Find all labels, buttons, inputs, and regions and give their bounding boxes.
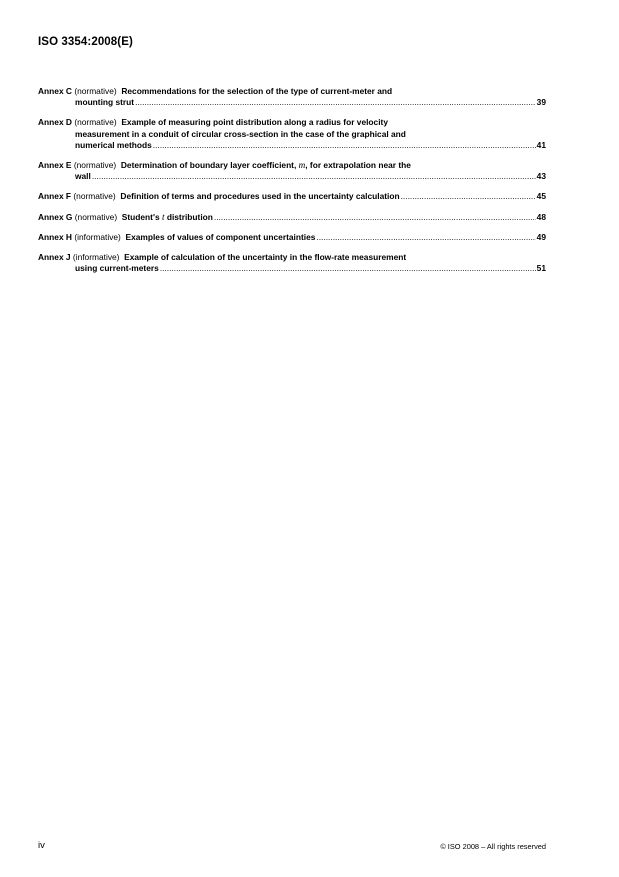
annex-title: Example of measuring point distribution along a radius for velocity bbox=[121, 117, 388, 128]
math-symbol-t: t bbox=[161, 211, 165, 222]
dot-leader bbox=[316, 232, 535, 243]
math-symbol-m: m bbox=[298, 160, 306, 171]
annex-title-cont: using current-meters bbox=[75, 263, 159, 274]
annex-type: (normative) bbox=[73, 191, 116, 202]
page-number: 49 bbox=[536, 231, 546, 242]
toc-entry-annex-h[interactable] bbox=[38, 232, 546, 243]
annex-type: (informative) bbox=[72, 252, 120, 263]
annex-title-cont: numerical methods bbox=[75, 139, 152, 150]
toc-entry-annex-c[interactable] bbox=[38, 86, 546, 108]
dot-leader bbox=[160, 263, 536, 274]
footer-copyright: © ISO 2008 – All rights reserved bbox=[440, 842, 546, 851]
toc-entry-annex-f[interactable] bbox=[38, 191, 546, 202]
toc-entry-annex-e[interactable] bbox=[38, 160, 546, 182]
annex-title: Definition of terms and procedures used in the uncertainty calculation bbox=[120, 191, 400, 202]
page-number: 39 bbox=[536, 97, 546, 108]
annex-title-cont: measurement in a conduit of circular cross-section in the case of the graphical and bbox=[75, 128, 406, 139]
annex-type: (normative) bbox=[74, 86, 117, 96]
dot-leader bbox=[135, 97, 536, 108]
page-number: 43 bbox=[536, 171, 546, 182]
annex-label: Annex F bbox=[38, 191, 72, 202]
page-number: 45 bbox=[536, 191, 546, 202]
annex-label: Annex H bbox=[38, 231, 72, 242]
dot-leader bbox=[401, 191, 536, 202]
annex-label: Annex C bbox=[38, 86, 72, 96]
annex-title: distribution bbox=[166, 211, 213, 222]
annex-title: Recommendations for the selection of the type of current-meter and bbox=[121, 86, 393, 96]
footer-page-number: iv bbox=[38, 840, 45, 851]
annex-type: (normative) bbox=[73, 160, 117, 171]
toc-entry-annex-j[interactable] bbox=[38, 252, 546, 274]
toc-entry-annex-d[interactable] bbox=[38, 117, 546, 151]
page-number: 48 bbox=[536, 211, 546, 222]
annex-label: Annex E bbox=[38, 160, 72, 171]
annex-title-cont: wall bbox=[75, 171, 91, 182]
annex-title: Determination of boundary layer coefficient, bbox=[120, 160, 297, 171]
toc-entry-annex-g[interactable] bbox=[38, 212, 546, 223]
annex-label: Annex G bbox=[38, 211, 73, 222]
page-number: 41 bbox=[536, 139, 546, 150]
annex-title-cont: mounting strut bbox=[75, 97, 135, 108]
annex-title: , for extrapolation near the bbox=[305, 160, 411, 171]
dot-leader bbox=[92, 171, 536, 182]
dot-leader bbox=[153, 140, 536, 151]
page-number: 51 bbox=[536, 263, 546, 274]
annex-title: Examples of values of component uncertainties bbox=[125, 231, 316, 242]
annex-type: (normative) bbox=[74, 117, 117, 128]
annex-label: Annex J bbox=[38, 252, 71, 263]
annex-label: Annex D bbox=[38, 117, 72, 128]
document-id-header: ISO 3354:2008(E) bbox=[38, 36, 133, 48]
annex-title: Example of calculation of the uncertainty in the flow-rate measurement bbox=[124, 252, 407, 263]
table-of-contents bbox=[38, 86, 546, 283]
annex-type: (informative) bbox=[74, 231, 121, 242]
dot-leader bbox=[214, 212, 536, 223]
annex-type: (normative) bbox=[74, 211, 118, 222]
annex-title: Student's bbox=[121, 211, 160, 222]
